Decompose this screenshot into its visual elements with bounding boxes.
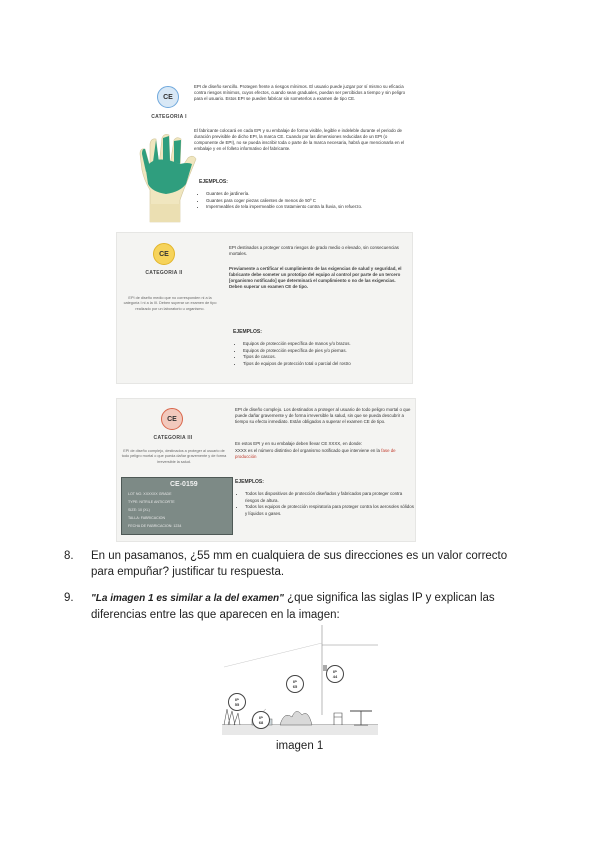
ip-rating-label-44 bbox=[326, 665, 344, 683]
category-1-panel bbox=[116, 72, 413, 224]
category-1-examples-title: EJEMPLOS: bbox=[199, 179, 228, 185]
figure-caption: imagen 1 bbox=[276, 740, 324, 752]
list-item: • Guantes para coger piezas calientes de menos de 50º C bbox=[206, 198, 416, 205]
question-9-text bbox=[91, 590, 551, 623]
ip-zones-figure bbox=[222, 625, 378, 735]
category-3-label: CATEGORIA III bbox=[153, 435, 193, 441]
ip-rating-label-65 bbox=[286, 675, 304, 693]
category-3-marking-text: En estos EPI y en su embalaje deben llevar CE XXXX, en donde: bbox=[235, 441, 363, 446]
question-9-emphasis: "La imagen 1 es similar a la del examen" bbox=[91, 593, 284, 604]
ip-label-number: 68 bbox=[258, 720, 264, 725]
question-9-line-1 bbox=[91, 590, 551, 607]
category-2-examples-title: EJEMPLOS: bbox=[233, 329, 262, 335]
question-8-number: 8. bbox=[64, 550, 74, 562]
list-item: • Equipos de protección específica de pies y/o piernas. bbox=[243, 348, 418, 355]
question-9-number: 9. bbox=[64, 592, 74, 604]
list-item: • Tipos de cascos. bbox=[243, 354, 418, 361]
list-item: • Guantes de jardinería. bbox=[206, 191, 416, 198]
category-3-definition: EPI de diseño complejo. Los destinados a proteger al usuario de todo peligro mortal o que puede dañar gravemente y de forma irreversible la salud, sin que se pueda descubrir a tiempo su efecto inmediato. Están obligados a superar el examen CE de tipo. bbox=[235, 407, 411, 424]
ip-label-number: 55 bbox=[234, 702, 240, 707]
ip-label-top: IP bbox=[293, 679, 297, 684]
ip-label-top: IP bbox=[259, 715, 263, 720]
ip-label-top: IP bbox=[333, 669, 337, 674]
category-1-marking-text: El fabricante colocará en cada EPI y su embalaje de forma visible, legible e indeleble durante el periodo de duración previsible de dicho EPI, la marca CE. Cuando por las dimensiones reducidas de un EPI (o componente de EPI), no se pueda inscribir toda o parte de la marca necesaria, habrá que mencionarla en el embalaje y en el folleto informativo del fabricante. bbox=[194, 128, 405, 151]
list-item: • Tipos de equipos de protección total o parcial del rostro bbox=[243, 361, 418, 368]
category-3-examples-list bbox=[237, 491, 417, 517]
plate-line: LOT NO. XXXXXX GRADE bbox=[128, 492, 172, 496]
question-8-line-2: para empuñar? justificar tu respuesta. bbox=[91, 566, 285, 578]
category-3-side-note: EPI de diseño complejo, destinados a proteger al usuario de todo peligro mortal o que pueda dañar gravemente y de forma irreversible la salud. bbox=[121, 449, 227, 464]
ce-label-plate-image bbox=[121, 477, 233, 535]
category-3-examples-title: EJEMPLOS: bbox=[235, 479, 264, 485]
category-2-certification-text: Previamente a certificar el cumplimiento de las exigencias de salud y seguridad, el fabricante debe someter un prototipo del equipo al control por parte de un tercero [organismo notificado] que determinará el cumplimiento o no de las exigencias. Deben superar un examen CE de tipo. bbox=[229, 266, 402, 289]
category-2-definition: EPI destinados a proteger contra riesgos de grado medio o elevado, sin consecuencias mortales. bbox=[229, 245, 399, 256]
plate-line: FECHA DE FABRICACION: 1234 bbox=[128, 524, 182, 528]
ip-label-number: 44 bbox=[332, 674, 338, 679]
category-2-panel bbox=[116, 232, 413, 384]
ip-label-number: 65 bbox=[292, 684, 298, 689]
category-1-examples-list bbox=[198, 191, 416, 211]
category-1-definition: EPI de diseño sencillo. Protegen frente a riesgos mínimos. El usuario puede juzgar por sí mismo su eficacia contra riesgos mínimos, cuyos efectos, cuando sean graduales, puedan ser percibidos a tiempo y sin peligro para el usuario. Estos EPI se pueden fabricar sin someterlos a examen de tipo CE. bbox=[194, 84, 406, 101]
plate-line: SIZE: 10 (XL) bbox=[128, 508, 150, 512]
ip-rating-label-68 bbox=[252, 711, 270, 729]
ce-badge-icon: CE bbox=[161, 408, 183, 430]
ip-label-top: IP bbox=[235, 697, 239, 702]
category-1-label: CATEGORIA I bbox=[151, 114, 187, 120]
plate-line: TALLA: FABRICACION bbox=[128, 516, 166, 520]
question-9-line-2: diferencias entre las que aparecen en la imagen: bbox=[91, 609, 340, 621]
ce-badge-icon: CE bbox=[157, 86, 179, 108]
list-item: • Todos los dispositivos de protección diseñados y fabricados para proteger contra riesgos de altura. bbox=[245, 491, 417, 504]
list-item: • Equipos de protección específica de manos y/o brazos. bbox=[243, 341, 418, 348]
question-8-text bbox=[91, 548, 551, 580]
question-9-rest: ¿que significa las siglas IP y explican las bbox=[283, 592, 495, 604]
category-2-label: CATEGORIA II bbox=[145, 270, 183, 276]
category-3-panel bbox=[116, 398, 416, 542]
plate-title: CE-0159 bbox=[170, 481, 198, 488]
ip-rating-label-55 bbox=[228, 693, 246, 711]
category-3-number-text: XXXX es el número distintivo del organismo notificado que interviene en la fase de producción bbox=[235, 448, 396, 459]
list-item: • Todos los equipos de protección respiratoria para proteger contra los aerosoles sólidos y líquidos o gases. bbox=[245, 504, 417, 517]
category-2-side-note: EPI de diseño medio que no corresponden ni a la categoría I ni a la III. Deben superar un examen de tipo realizado por un laboratorio u organismo. bbox=[123, 296, 217, 311]
plate-line: TYPE: NITRILE ANTICORTE bbox=[128, 500, 175, 504]
category-2-examples-list bbox=[235, 341, 418, 367]
ce-badge-icon: CE bbox=[153, 243, 175, 265]
list-item: • Impermeables de tela impermeable con tratamiento contra la lluvia, sin refuerzo. bbox=[206, 204, 416, 211]
question-8-line-1: En un pasamanos, ¿55 mm en cualquiera de sus direcciones es un valor correcto bbox=[91, 550, 508, 562]
